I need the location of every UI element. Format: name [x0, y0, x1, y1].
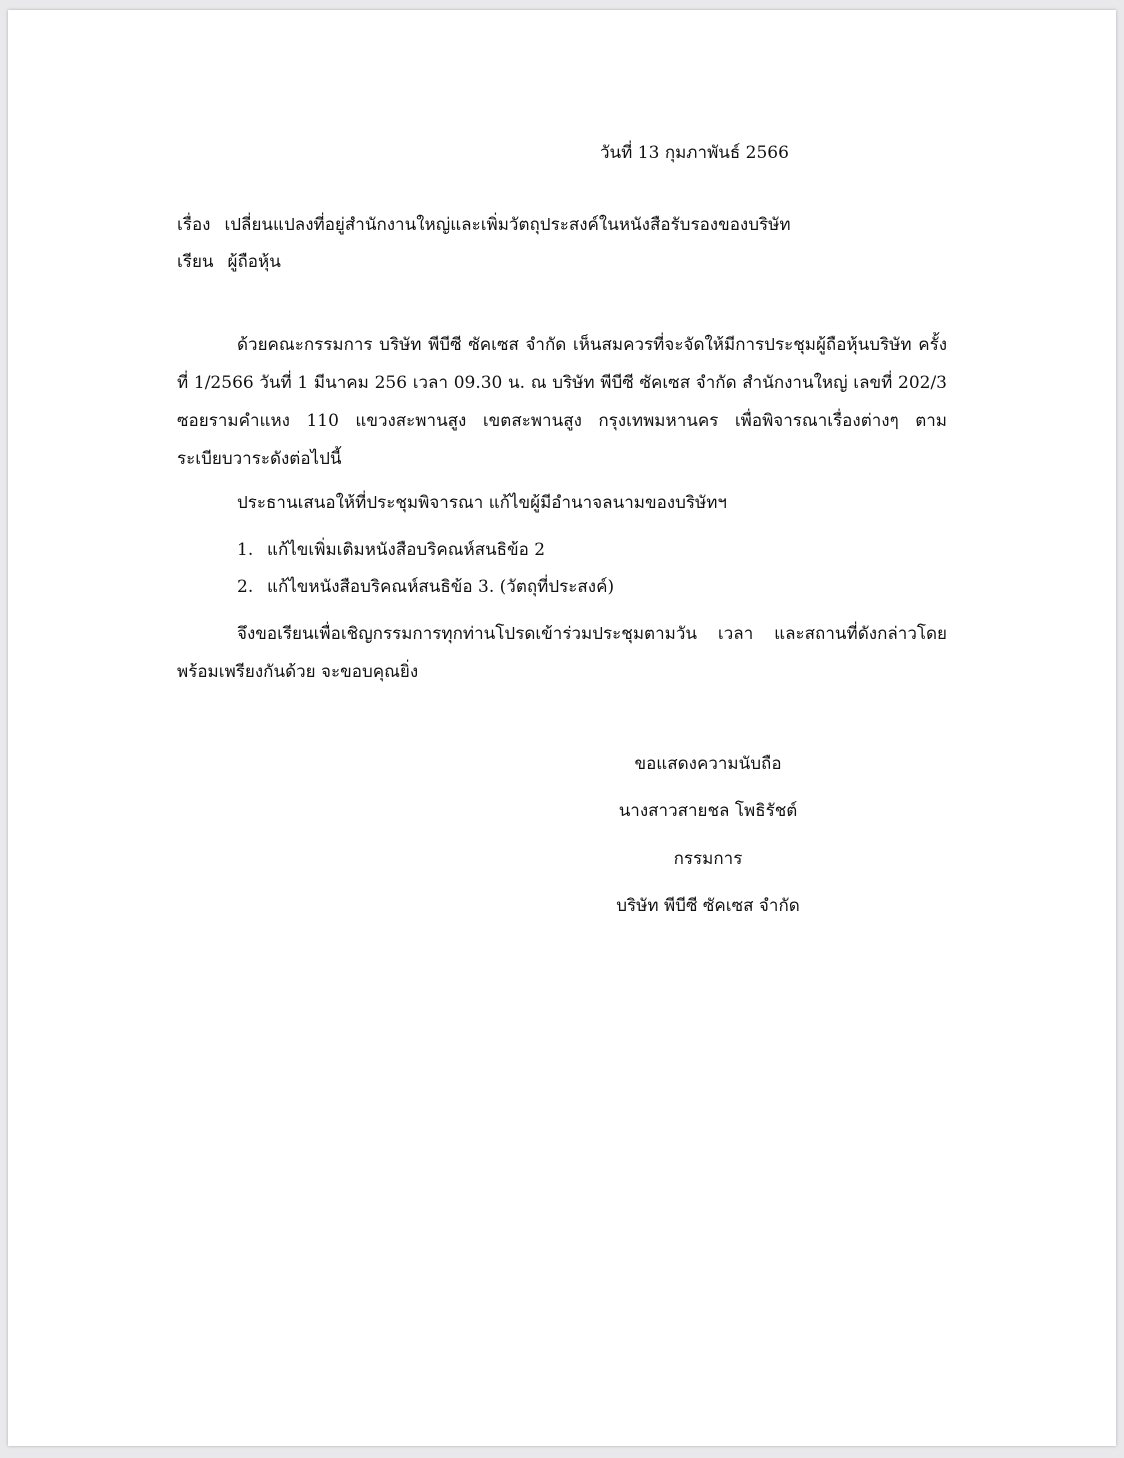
subject-label: เรื่อง: [177, 215, 211, 235]
signer-company: บริษัท พีบีซี ซัคเซส จำกัด: [616, 896, 800, 916]
agenda-item-text: แก้ไขเพิ่มเติมหนังสือบริคณห์สนธิข้อ 2: [267, 540, 546, 560]
paragraph-invitation-text: จึงขอเรียนเพื่อเชิญกรรมการทุกท่านโปรดเข้าร่วมประชุมตามวัน เวลา และสถานที่ดังกล่าวโดยพร้อมเพรียงกันด้วย จะขอบคุณยิ่ง: [177, 624, 947, 682]
recipient-text: ผู้ถือหุ้น: [227, 252, 281, 272]
subject-line: [177, 214, 791, 236]
agenda-item-text: แก้ไขหนังสือบริคณห์สนธิข้อ 3. (วัตถุที่ประสงค์): [267, 577, 615, 597]
closing-phrase: ขอแสดงความนับถือ: [634, 754, 782, 774]
document-page: [8, 10, 1116, 1446]
paragraph-invitation: [177, 615, 947, 691]
letter-date: วันที่ 13 กุมภาพันธ์ 2566: [600, 143, 789, 163]
agenda-item: [237, 539, 545, 561]
recipient-line: [177, 251, 281, 273]
paragraph-meeting-notice-text: ด้วยคณะกรรมการ บริษัท พีบีซี ซัคเซส จำกัด เห็นสมควรที่จะจัดให้มีการประชุมผู้ถือหุ้นบริษัท ครั้งที่ 1/2566 วันที่ 1 มีนาคม 256 เวลา 09.30 น. ณ บริษัท พีบีซี ซัคเซส จำกัด สำนักงานใหญ่ เลขที่ 202/3 ซอยรามคำแหง 110 แขวงสะพานสูง เขตสะพานสูง กรุงเทพมหานคร เพื่อพิจารณาเรื่องต่างๆ ตามระเบียบวาระดังต่อไปนี้: [177, 335, 947, 469]
recipient-label: เรียน: [177, 252, 214, 272]
signer-name: นางสาวสายชล โพธิรัชต์: [618, 801, 798, 821]
signer-title: กรรมการ: [673, 849, 743, 869]
subject-text: เปลี่ยนแปลงที่อยู่สำนักงานใหญ่และเพิ่มวัตถุประสงค์ในหนังสือรับรองของบริษัท: [224, 215, 791, 235]
paragraph-agenda-intro: ประธานเสนอให้ที่ประชุมพิจารณา แก้ไขผู้มีอำนาจลนามของบริษัทฯ: [237, 493, 727, 513]
paragraph-meeting-notice: [177, 326, 947, 478]
agenda-item-number: 2.: [237, 577, 254, 597]
agenda-item: [237, 576, 614, 598]
agenda-item-number: 1.: [237, 540, 254, 560]
